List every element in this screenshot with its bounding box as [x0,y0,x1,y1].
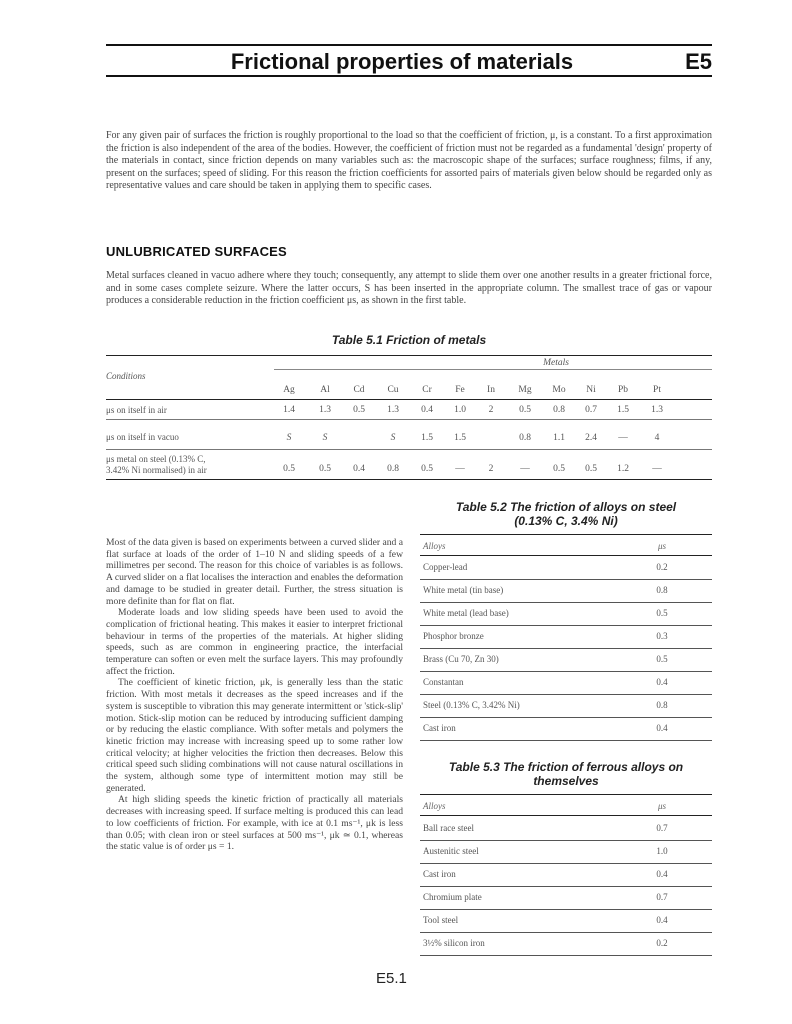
table1-cell: 1.2 [617,464,629,474]
table1-group-rule [274,369,712,370]
body-column [106,537,403,853]
table1-col-fe: Fe [455,385,465,395]
table1-caption: Table 5.1 Friction of metals [331,333,487,347]
table2-rule-head [420,555,712,556]
table1-cell: 0.8 [387,464,399,474]
table2 [420,534,712,744]
table3-col-mu: μs [657,801,667,811]
table2-mu-value: 0.2 [656,562,668,572]
table3-alloy-name: Austenitic steel [423,846,479,856]
table3-caption-line1: Table 5.3 The friction of ferrous alloys on [448,760,684,774]
table1-row3-label: μs metal on steel (0.13% C, [106,454,206,464]
table2-row-rule [420,579,712,580]
table3-alloy-name: 3½% silicon iron [423,938,485,948]
table1-cell: 1.3 [319,405,331,415]
table2-alloy-name: Steel (0.13% C, 3.42% Ni) [423,700,520,710]
table2-mu-value: 0.8 [656,585,668,595]
table2-mu-value: 0.5 [656,654,668,664]
table3-mu-value: 0.4 [656,869,668,879]
body-paragraph-1: Most of the data given is based on experiments between a curved slider and a flat surface at loads of the order of 1–10 N and sliding speeds of a few millimetres per second. The reason for this choice of variables is as follows. A curved slider on a flat localises the interaction and enables the deformation and damage to be studied in greater detail. Further, the stress situation is more definite than for flat on flat. [106,537,403,607]
header-rule-top [106,44,712,46]
table1-col-pb: Pb [617,385,629,395]
table2-mu-value: 0.4 [656,677,668,687]
table1-cell: 0.7 [585,405,597,415]
table2-alloy-name: Copper-lead [423,562,468,572]
table3-row-rule [420,863,712,864]
table1-col-pt: Pt [653,385,661,395]
table2-mu-value: 0.5 [656,608,668,618]
table1-rule-r1 [106,419,712,420]
table1-cell: — [618,433,628,443]
table1-cell: 0.5 [421,464,433,474]
table1-cell: S [286,433,292,443]
page-header [106,49,712,75]
page-number: E5.1 [376,970,407,987]
table1-col-mo: Mo [552,385,566,395]
table2-row-rule [420,717,712,718]
body-paragraph-4: At high sliding speeds the kinetic friction of practically all materials decreases with increasing speed. If surface melting is produced this can lead to low coefficients of friction. For example, with ice at 0.1 ms⁻¹, μk is less than 0.05; with clean iron or steel surfaces at 500 ms⁻¹, μk ≃ 0.1, whereas the static value is of order μs = 1. [106,794,403,853]
table1-cell: S [390,433,396,443]
table1-cell: — [455,464,465,474]
table1-rule-r2 [106,449,712,450]
table2-row-rule [420,625,712,626]
table1-cell: 1.3 [651,405,663,415]
table3-row-rule [420,955,712,956]
table1-cell: 1.5 [454,433,466,443]
table1-cell: 0.5 [519,405,531,415]
table2-caption-line1: Table 5.2 The friction of alloys on steel [455,500,677,514]
table1-col-ag: Ag [283,385,295,395]
table1-col-cr: Cr [422,385,432,395]
table3-mu-value: 1.0 [656,846,668,856]
table2-row-rule [420,694,712,695]
table1-cell: 2.4 [585,433,597,443]
table1 [106,355,712,487]
table3-rule-head [420,815,712,816]
table3-mu-value: 0.7 [656,823,668,833]
table1-cell: 0.5 [283,464,295,474]
table1-rule-head [106,399,712,400]
table1-cell: 0.5 [585,464,597,474]
header-rule-bottom [106,75,712,77]
table3-mu-value: 0.7 [656,892,668,902]
table1-group-label: Metals [543,358,569,368]
table1-cell: 1.0 [454,405,466,415]
table3-row-rule [420,909,712,910]
table2-mu-value: 0.3 [656,631,668,641]
table2-row-rule [420,671,712,672]
table1-cell: — [520,464,530,474]
table1-cell: 0.5 [553,464,565,474]
section-heading: UNLUBRICATED SURFACES [106,244,287,259]
table1-cell: 4 [654,433,660,443]
table1-row2-label: μs on itself in vacuo [106,432,179,442]
table1-cell: 1.5 [617,405,629,415]
table2-rule-top [420,534,712,535]
table2-row-rule [420,740,712,741]
table1-cell: 1.3 [387,405,399,415]
table1-col-in: In [487,385,495,395]
page-title: Frictional properties of materials [230,49,574,74]
body-paragraph-2: Moderate loads and low sliding speeds have been used to avoid the complication of frictional heating. This makes it easier to interpret frictional behaviour in terms of the properties of the materials. At higher sliding speeds, such as are common in engineering practice, the interfacial temperature can soften or even melt the surface layers. This may profoundly affect the friction. [106,607,403,677]
table3-alloy-name: Cast iron [423,869,456,879]
table2-alloy-name: White metal (tin base) [423,585,504,595]
table2-caption-line2: (0.13% C, 3.4% Ni) [514,514,618,528]
table2-col-mu: μs [657,541,667,551]
table3-mu-value: 0.4 [656,915,668,925]
table1-cell: 0.5 [353,405,365,415]
table3-alloy-name: Tool steel [423,915,459,925]
table1-cell: 0.8 [519,433,531,443]
table2-alloy-name: Cast iron [423,723,456,733]
table2-row-rule [420,648,712,649]
table3-alloy-name: Chromium plate [423,892,482,902]
table3-row-rule [420,840,712,841]
table1-cell: — [652,464,662,474]
table1-cell: 1.5 [421,433,433,443]
intro-paragraph: For any given pair of surfaces the friction is roughly proportional to the load so that the coefficient of friction, μ, is a constant. To a first approximation the friction is also independent of the area of the bodies. However, the coefficient of friction must not be regarded as a fundamental 'design' property of the materials in contact, since friction depends on many variables such as: the macroscopic shape of the surfaces; surface roughness; films, if any, present on the surfaces; speed of sliding. For this reason the friction coefficients for assorted pairs of materials given below should be regarded only as representative values and care should be taken in applying them to specific cases. [106,130,712,192]
table3 [420,794,712,954]
table1-col-ni: Ni [586,385,596,395]
table1-cell: 0.5 [319,464,331,474]
table3-caption-line2: themselves [533,774,599,788]
table2-mu-value: 0.8 [656,700,668,710]
table3-col-alloys: Alloys [423,801,446,811]
table1-col-mg: Mg [518,385,532,395]
table1-cell: 1.4 [283,405,295,415]
table1-col-cd: Cd [353,385,365,395]
table1-conditions-label: Conditions [106,371,146,381]
table3-rule-top [420,794,712,795]
table2-col-alloys: Alloys [423,541,446,551]
table1-col-al: Al [320,385,330,395]
table3-row-rule [420,886,712,887]
table1-rule-top [106,355,712,356]
body-paragraph-3: The coefficient of kinetic friction, μk, is generally less than the static friction. With most metals it decreases as the speed increases and if the system is susceptible to vibration this may generate intermittent or 'stick-slip' motion. Stick-slip motion can be reduced by introducing sufficient damping or by reducing the elastic compliance. With softer metals and polymers the kinetic friction may increase with increasing speed up to some rather low critical velocity; at higher velocities the friction then decreases. Below this critical speed such sliding combinations will not cause natural oscillations in the system, although some type of intermittent motion may still be generated. [106,677,403,794]
table1-cell: 0.4 [421,405,433,415]
table1-cell: S [322,433,328,443]
table1-cell: 2 [488,464,494,474]
table2-mu-value: 0.4 [656,723,668,733]
table1-cell: 1.1 [553,433,565,443]
table1-row1-label: μs on itself in air [106,405,167,415]
table2-alloy-name: Phosphor bronze [423,631,484,641]
table1-cell: 2 [488,405,494,415]
table2-alloy-name: Brass (Cu 70, Zn 30) [423,654,499,664]
table1-row3-label2: 3.42% Ni normalised) in air [106,465,207,475]
section-code: E5 [685,49,712,74]
table1-col-cu: Cu [387,385,399,395]
table3-mu-value: 0.2 [656,938,668,948]
table3-row-rule [420,932,712,933]
unlubricated-paragraph: Metal surfaces cleaned in vacuo adhere where they touch; consequently, any attempt to slide them over one another results in a greater frictional force, and in some cases complete seizure. Where the latter occurs, S has been inserted in the appropriate column. The smallest trace of gas or vapour produces a considerable reduction in the friction coefficient μs, as shown in the first table. [106,270,712,307]
table1-cell: 0.8 [553,405,565,415]
table1-cell: 0.4 [353,464,365,474]
table3-alloy-name: Ball race steel [423,823,474,833]
table2-alloy-name: Constantan [423,677,464,687]
table1-rule-bottom [106,479,712,480]
table2-row-rule [420,602,712,603]
table2-alloy-name: White metal (lead base) [423,608,509,618]
